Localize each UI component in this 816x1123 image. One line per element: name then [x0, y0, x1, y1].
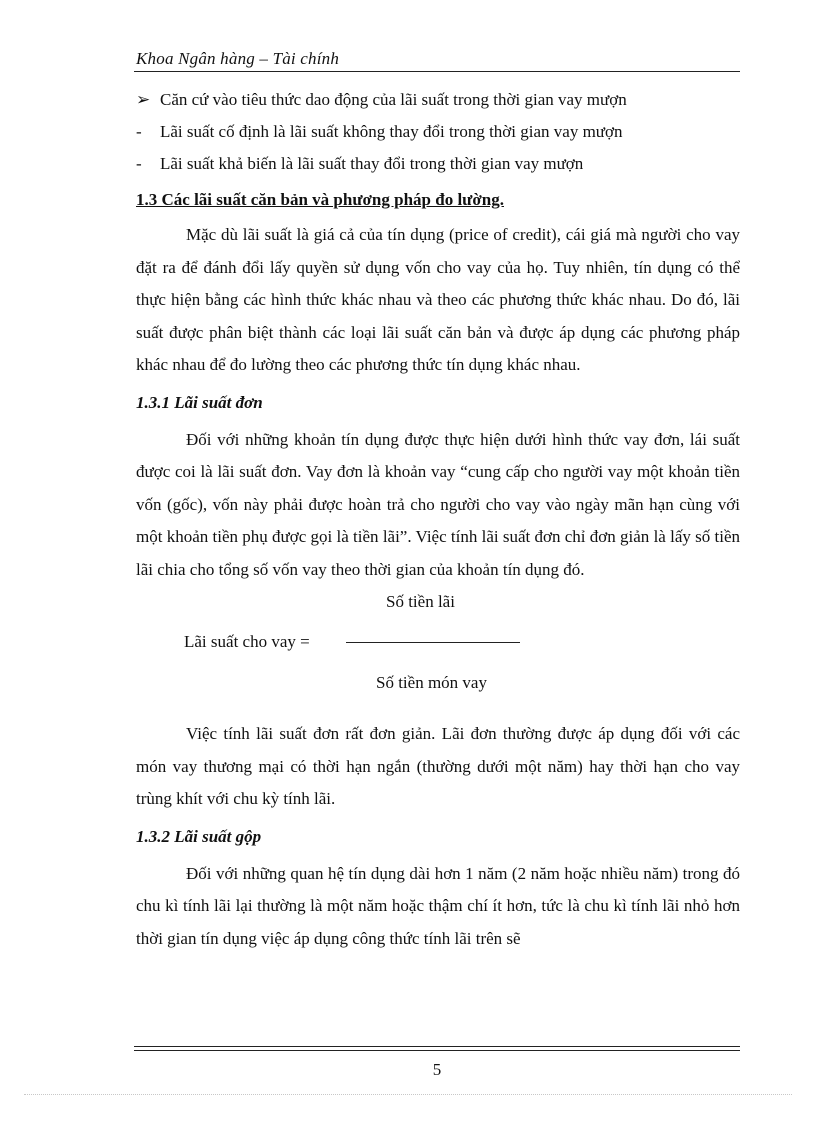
fraction-line — [346, 642, 520, 643]
bullet-text: Lãi suất cố định là lãi suất không thay đổi trong thời gian vay mượn — [160, 122, 623, 141]
footer-divider — [134, 1046, 740, 1051]
section-heading-1-3: 1.3 Các lãi suất căn bản và phương pháp đo lường. — [136, 190, 504, 209]
formula-denominator: Số tiền món vay — [376, 673, 487, 692]
bullet-text: Lãi suất khả biến là lãi suất thay đổi trong thời gian vay mượn — [160, 154, 584, 173]
interest-formula — [136, 590, 740, 718]
dash-bullet-icon: - — [136, 154, 142, 173]
formula-lhs: Lãi suất cho vay = — [184, 632, 310, 651]
bullet-item — [136, 84, 740, 116]
section-heading-1-3-2: 1.3.2 Lãi suất gộp — [136, 826, 262, 846]
formula-numerator: Số tiền lãi — [386, 592, 455, 611]
bullet-item — [136, 116, 740, 148]
paragraph-1-3-1: Đối với những khoản tín dụng được thực hiện dưới hình thức vay đơn, lái suất được coi là lãi suất đơn. Vay đơn là khoản vay “cung cấp cho người vay một khoản tiền vốn (gốc), vốn này phải được hoàn trả cho người cho vay vào ngày mãn hạn cùng với một khoản tiền phụ được gọi là tiền lãi”. Việc tính lãi suất đơn chỉ đơn giản là lấy số tiền lãi chia cho tổng số vốn vay theo thời gian của khoản tín dụng đó. — [136, 429, 740, 579]
paragraph-1-3-1-b: Việc tính lãi suất đơn rất đơn giản. Lãi đơn thường được áp dụng đối với các món vay thương mại có thời hạn ngắn (thường dưới một năm) hay thời hạn cho vay trùng khít với chu kỳ tính lãi. — [136, 724, 740, 808]
section-heading-1-3-1: 1.3.1 Lãi suất đơn — [136, 392, 263, 412]
dash-bullet-icon: - — [136, 122, 142, 141]
arrow-bullet-icon: ➢ — [136, 90, 151, 109]
header-divider — [134, 71, 740, 72]
page-edge-dots — [24, 1094, 792, 1095]
page-number: 5 — [432, 1060, 442, 1079]
paragraph-1-3: Mặc dù lãi suất là giá cả của tín dụng (price of credit), cái giá mà người cho vay đặt ra để đánh đổi lấy quyền sử dụng vốn cho vay của họ. Tuy nhiên, tín dụng có thể thực hiện bằng các hình thức khác nhau và theo các phương thức khác nhau. Do đó, lãi suất được phân biệt thành các loại lãi suất căn bản và được áp dụng các phương pháp khác nhau để đo lường theo các phương thức tín dụng khác nhau. — [136, 225, 740, 374]
bullet-item — [136, 148, 740, 180]
page-content — [136, 84, 740, 959]
page-header-title: Khoa Ngân hàng – Tài chính — [136, 49, 340, 68]
bullet-text: Căn cứ vào tiêu thức dao động của lãi suất trong thời gian vay mượn — [160, 90, 627, 109]
paragraph-1-3-2: Đối với những quan hệ tín dụng dài hơn 1 năm (2 năm hoặc nhiều năm) trong đó chu kì tính lãi lại thường là một năm hoặc thậm chí ít hơn, tức là chu kì tính lãi nhỏ hơn thời gian tín dụng việc áp dụng công thức tính lãi trên sẽ — [136, 863, 740, 948]
